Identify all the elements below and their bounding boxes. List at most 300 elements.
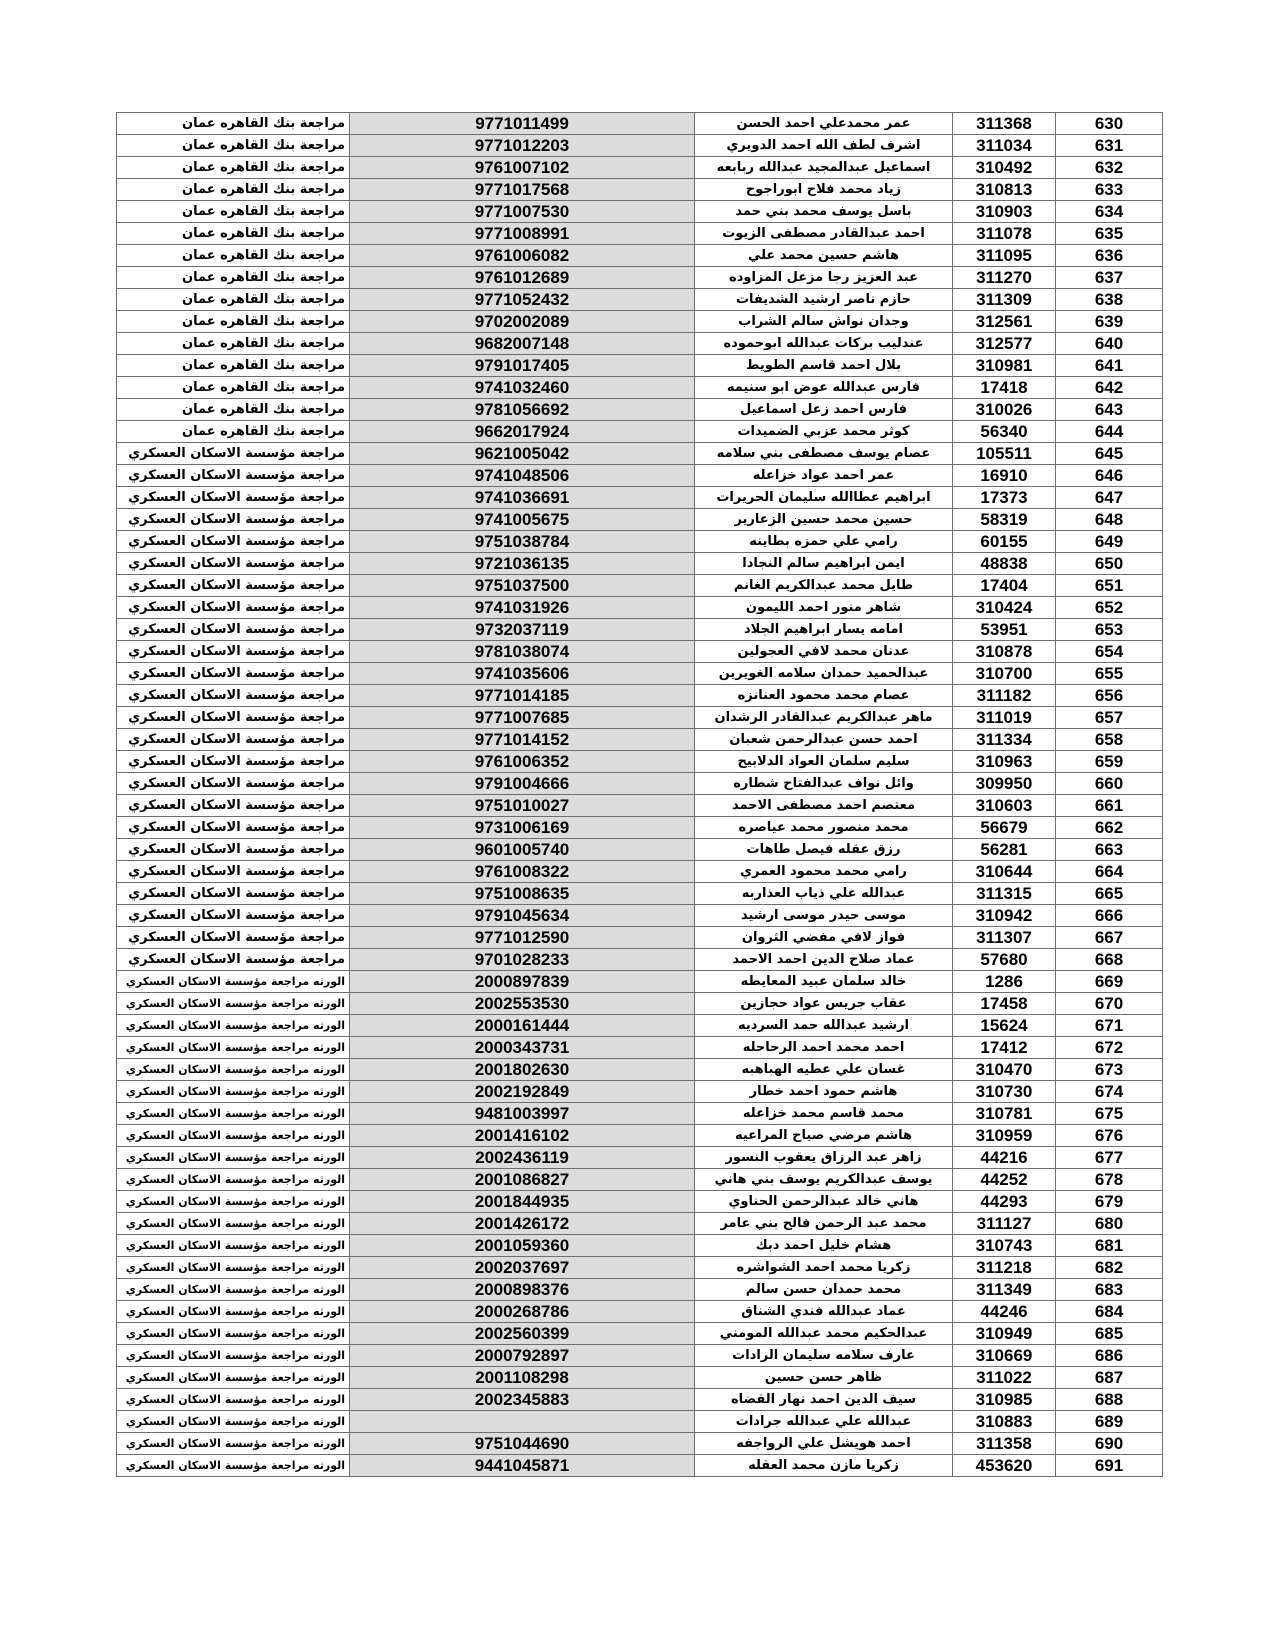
national-number-cell: 2001844935 xyxy=(350,1191,695,1213)
review-note-cell: مراجعة مؤسسة الاسكان العسكري xyxy=(117,795,350,817)
national-number-cell: 9771014152 xyxy=(350,729,695,751)
sequence-number-cell: 673 xyxy=(1056,1059,1163,1081)
full-name-cell: زكريا محمد احمد الشواشره xyxy=(695,1257,953,1279)
sequence-number-cell: 636 xyxy=(1056,245,1163,267)
record-id-cell: 311309 xyxy=(953,289,1056,311)
record-id-cell: 310903 xyxy=(953,201,1056,223)
national-number-cell: 2000343731 xyxy=(350,1037,695,1059)
review-note-cell: الورثه مراجعة مؤسسة الاسكان العسكري xyxy=(117,1125,350,1147)
sequence-number-cell: 669 xyxy=(1056,971,1163,993)
review-note-cell: الورثه مراجعة مؤسسة الاسكان العسكري xyxy=(117,1235,350,1257)
record-id-cell: 60155 xyxy=(953,531,1056,553)
review-note-cell: مراجعة بنك القاهره عمان xyxy=(117,377,350,399)
full-name-cell: ارشيد عبدالله حمد السرديه xyxy=(695,1015,953,1037)
full-name-cell: ظاهر حسن حسين xyxy=(695,1367,953,1389)
review-note-cell: مراجعة مؤسسة الاسكان العسكري xyxy=(117,509,350,531)
table-row xyxy=(117,773,1163,795)
review-note-cell: مراجعة مؤسسة الاسكان العسكري xyxy=(117,839,350,861)
review-note-cell: مراجعة بنك القاهره عمان xyxy=(117,355,350,377)
sequence-number-cell: 644 xyxy=(1056,421,1163,443)
full-name-cell: رزق عقله فيصل طاهات xyxy=(695,839,953,861)
review-note-cell: مراجعة بنك القاهره عمان xyxy=(117,333,350,355)
sequence-number-cell: 640 xyxy=(1056,333,1163,355)
table-row xyxy=(117,729,1163,751)
sequence-number-cell: 663 xyxy=(1056,839,1163,861)
table-row xyxy=(117,157,1163,179)
national-number-cell: 9771052432 xyxy=(350,289,695,311)
record-id-cell: 1286 xyxy=(953,971,1056,993)
record-id-cell: 53951 xyxy=(953,619,1056,641)
table-row xyxy=(117,1389,1163,1411)
table-row xyxy=(117,685,1163,707)
full-name-cell: عندليب بركات عبدالله ابوحموده xyxy=(695,333,953,355)
national-number-cell: 9771007685 xyxy=(350,707,695,729)
full-name-cell: عبدالحكيم محمد عبدالله المومني xyxy=(695,1323,953,1345)
full-name-cell: عبد العزيز رجا مزعل المزاوده xyxy=(695,267,953,289)
review-note-cell: مراجعة مؤسسة الاسكان العسكري xyxy=(117,883,350,905)
sequence-number-cell: 653 xyxy=(1056,619,1163,641)
sequence-number-cell: 668 xyxy=(1056,949,1163,971)
review-note-cell: الورثه مراجعة مؤسسة الاسكان العسكري xyxy=(117,1367,350,1389)
sequence-number-cell: 656 xyxy=(1056,685,1163,707)
record-id-cell: 310942 xyxy=(953,905,1056,927)
table-row xyxy=(117,1323,1163,1345)
full-name-cell: محمد منصور محمد عياصره xyxy=(695,817,953,839)
record-id-cell: 310959 xyxy=(953,1125,1056,1147)
record-id-cell: 311358 xyxy=(953,1433,1056,1455)
sequence-number-cell: 630 xyxy=(1056,113,1163,135)
record-id-cell: 311034 xyxy=(953,135,1056,157)
full-name-cell: هشام خليل احمد دبك xyxy=(695,1235,953,1257)
sequence-number-cell: 647 xyxy=(1056,487,1163,509)
sequence-number-cell: 684 xyxy=(1056,1301,1163,1323)
review-note-cell: مراجعة مؤسسة الاسكان العسكري xyxy=(117,685,350,707)
table-row xyxy=(117,641,1163,663)
table-row xyxy=(117,883,1163,905)
record-id-cell: 310813 xyxy=(953,179,1056,201)
full-name-cell: سيف الدين احمد نهار القضاه xyxy=(695,1389,953,1411)
sequence-number-cell: 690 xyxy=(1056,1433,1163,1455)
national-number-cell: 9662017924 xyxy=(350,421,695,443)
sequence-number-cell: 648 xyxy=(1056,509,1163,531)
table-row xyxy=(117,1147,1163,1169)
sequence-number-cell: 642 xyxy=(1056,377,1163,399)
sequence-number-cell: 664 xyxy=(1056,861,1163,883)
record-id-cell: 17373 xyxy=(953,487,1056,509)
sequence-number-cell: 682 xyxy=(1056,1257,1163,1279)
table-row xyxy=(117,201,1163,223)
national-number-cell: 9741036691 xyxy=(350,487,695,509)
record-id-cell: 311349 xyxy=(953,1279,1056,1301)
table-row xyxy=(117,1411,1163,1433)
sequence-number-cell: 631 xyxy=(1056,135,1163,157)
review-note-cell: مراجعة بنك القاهره عمان xyxy=(117,179,350,201)
table-row xyxy=(117,1015,1163,1037)
table-row xyxy=(117,267,1163,289)
national-number-cell: 9771007530 xyxy=(350,201,695,223)
review-note-cell: الورثه مراجعة مؤسسة الاسكان العسكري xyxy=(117,1059,350,1081)
record-id-cell: 311315 xyxy=(953,883,1056,905)
table-row xyxy=(117,333,1163,355)
record-id-cell: 312577 xyxy=(953,333,1056,355)
table-row xyxy=(117,1191,1163,1213)
sequence-number-cell: 675 xyxy=(1056,1103,1163,1125)
record-id-cell: 311307 xyxy=(953,927,1056,949)
review-note-cell: الورثه مراجعة مؤسسة الاسكان العسكري xyxy=(117,1213,350,1235)
full-name-cell: عصام محمد محمود العنانزه xyxy=(695,685,953,707)
sequence-number-cell: 685 xyxy=(1056,1323,1163,1345)
record-id-cell: 311270 xyxy=(953,267,1056,289)
record-id-cell: 310878 xyxy=(953,641,1056,663)
table-row xyxy=(117,1301,1163,1323)
full-name-cell: عارف سلامه سليمان الرادات xyxy=(695,1345,953,1367)
full-name-cell: هاشم حسين محمد علي xyxy=(695,245,953,267)
national-number-cell: 9702002089 xyxy=(350,311,695,333)
sequence-number-cell: 658 xyxy=(1056,729,1163,751)
full-name-cell: هاشم حمود احمد خطار xyxy=(695,1081,953,1103)
full-name-cell: عماد عبدالله فندي الشناق xyxy=(695,1301,953,1323)
national-number-cell: 2001416102 xyxy=(350,1125,695,1147)
sequence-number-cell: 654 xyxy=(1056,641,1163,663)
sequence-number-cell: 680 xyxy=(1056,1213,1163,1235)
table-row xyxy=(117,377,1163,399)
record-id-cell: 310026 xyxy=(953,399,1056,421)
national-number-cell: 9791004666 xyxy=(350,773,695,795)
national-number-cell: 2000792897 xyxy=(350,1345,695,1367)
national-number-cell: 9751038784 xyxy=(350,531,695,553)
record-id-cell: 310743 xyxy=(953,1235,1056,1257)
record-id-cell: 310700 xyxy=(953,663,1056,685)
review-note-cell: الورثه مراجعة مؤسسة الاسكان العسكري xyxy=(117,1455,350,1477)
review-note-cell: مراجعة مؤسسة الاسكان العسكري xyxy=(117,597,350,619)
table-row xyxy=(117,311,1163,333)
record-id-cell: 310981 xyxy=(953,355,1056,377)
record-id-cell: 58319 xyxy=(953,509,1056,531)
record-id-cell: 15624 xyxy=(953,1015,1056,1037)
full-name-cell: رامي علي حمزه بطاينه xyxy=(695,531,953,553)
review-note-cell: مراجعة بنك القاهره عمان xyxy=(117,267,350,289)
table-row xyxy=(117,553,1163,575)
full-name-cell: هاشم مرضي صياح المراعيه xyxy=(695,1125,953,1147)
national-number-cell: 9741035606 xyxy=(350,663,695,685)
sequence-number-cell: 649 xyxy=(1056,531,1163,553)
full-name-cell: احمد عبدالقادر مصطفى الزيوت xyxy=(695,223,953,245)
sequence-number-cell: 681 xyxy=(1056,1235,1163,1257)
national-number-cell: 9751010027 xyxy=(350,795,695,817)
national-number-cell: 2000161444 xyxy=(350,1015,695,1037)
review-note-cell: مراجعة بنك القاهره عمان xyxy=(117,157,350,179)
table-row xyxy=(117,839,1163,861)
review-note-cell: مراجعة مؤسسة الاسكان العسكري xyxy=(117,487,350,509)
record-id-cell: 311334 xyxy=(953,729,1056,751)
full-name-cell: كوثر محمد عزبي الضميدات xyxy=(695,421,953,443)
record-id-cell: 311019 xyxy=(953,707,1056,729)
table-row xyxy=(117,905,1163,927)
national-number-cell: 2001108298 xyxy=(350,1367,695,1389)
record-id-cell: 311078 xyxy=(953,223,1056,245)
full-name-cell: ابراهيم عطاالله سليمان الحريرات xyxy=(695,487,953,509)
table-row xyxy=(117,1081,1163,1103)
review-note-cell: الورثه مراجعة مؤسسة الاسكان العسكري xyxy=(117,1081,350,1103)
table-row xyxy=(117,751,1163,773)
review-note-cell: مراجعة مؤسسة الاسكان العسكري xyxy=(117,641,350,663)
review-note-cell: الورثه مراجعة مؤسسة الاسكان العسكري xyxy=(117,1433,350,1455)
sequence-number-cell: 660 xyxy=(1056,773,1163,795)
full-name-cell: طايل محمد عبدالكريم الغانم xyxy=(695,575,953,597)
review-note-cell: مراجعة مؤسسة الاسكان العسكري xyxy=(117,905,350,927)
review-note-cell: الورثه مراجعة مؤسسة الاسكان العسكري xyxy=(117,1279,350,1301)
review-note-cell: مراجعة بنك القاهره عمان xyxy=(117,245,350,267)
table-row xyxy=(117,817,1163,839)
sequence-number-cell: 691 xyxy=(1056,1455,1163,1477)
review-note-cell: مراجعة مؤسسة الاسكان العسكري xyxy=(117,949,350,971)
record-id-cell: 311022 xyxy=(953,1367,1056,1389)
record-id-cell: 17458 xyxy=(953,993,1056,1015)
records-table-body xyxy=(117,113,1163,1477)
table-row xyxy=(117,663,1163,685)
national-number-cell: 9732037119 xyxy=(350,619,695,641)
national-number-cell: 2000898376 xyxy=(350,1279,695,1301)
review-note-cell: الورثه مراجعة مؤسسة الاسكان العسكري xyxy=(117,971,350,993)
record-id-cell: 310492 xyxy=(953,157,1056,179)
review-note-cell: مراجعة مؤسسة الاسكان العسكري xyxy=(117,465,350,487)
review-note-cell: مراجعة بنك القاهره عمان xyxy=(117,113,350,135)
table-row xyxy=(117,1257,1163,1279)
full-name-cell: حسين محمد حسين الزعارير xyxy=(695,509,953,531)
full-name-cell: اسماعيل عبدالمجيد عبدالله ربابعه xyxy=(695,157,953,179)
national-number-cell: 2000268786 xyxy=(350,1301,695,1323)
national-number-cell: 9781038074 xyxy=(350,641,695,663)
sequence-number-cell: 672 xyxy=(1056,1037,1163,1059)
sequence-number-cell: 666 xyxy=(1056,905,1163,927)
national-number-cell xyxy=(350,1411,695,1433)
review-note-cell: الورثه مراجعة مؤسسة الاسكان العسكري xyxy=(117,1037,350,1059)
record-id-cell: 310730 xyxy=(953,1081,1056,1103)
table-row xyxy=(117,1103,1163,1125)
review-note-cell: الورثه مراجعة مؤسسة الاسكان العسكري xyxy=(117,1411,350,1433)
full-name-cell: ايمن ابراهيم سالم النجادا xyxy=(695,553,953,575)
full-name-cell: سليم سلمان العواد الدلابيح xyxy=(695,751,953,773)
full-name-cell: محمد حمدان حسن سالم xyxy=(695,1279,953,1301)
national-number-cell: 9621005042 xyxy=(350,443,695,465)
full-name-cell: عمر محمدعلي احمد الحسن xyxy=(695,113,953,135)
national-number-cell: 9741032460 xyxy=(350,377,695,399)
full-name-cell: رامي محمد محمود العمري xyxy=(695,861,953,883)
table-row xyxy=(117,993,1163,1015)
review-note-cell: مراجعة بنك القاهره عمان xyxy=(117,289,350,311)
review-note-cell: الورثه مراجعة مؤسسة الاسكان العسكري xyxy=(117,1103,350,1125)
full-name-cell: زياد محمد فلاح ابوراجوح xyxy=(695,179,953,201)
sequence-number-cell: 643 xyxy=(1056,399,1163,421)
full-name-cell: زكريا مازن محمد العقله xyxy=(695,1455,953,1477)
record-id-cell: 44293 xyxy=(953,1191,1056,1213)
national-number-cell: 9682007148 xyxy=(350,333,695,355)
full-name-cell: معتصم احمد مصطفى الاحمد xyxy=(695,795,953,817)
national-number-cell: 2002436119 xyxy=(350,1147,695,1169)
full-name-cell: غسان علي عطيه الهباهبه xyxy=(695,1059,953,1081)
national-number-cell: 2002037697 xyxy=(350,1257,695,1279)
national-number-cell: 2001802630 xyxy=(350,1059,695,1081)
sequence-number-cell: 686 xyxy=(1056,1345,1163,1367)
review-note-cell: مراجعة بنك القاهره عمان xyxy=(117,135,350,157)
record-id-cell: 57680 xyxy=(953,949,1056,971)
table-row xyxy=(117,179,1163,201)
record-id-cell: 48838 xyxy=(953,553,1056,575)
table-row xyxy=(117,289,1163,311)
sequence-number-cell: 637 xyxy=(1056,267,1163,289)
sequence-number-cell: 634 xyxy=(1056,201,1163,223)
full-name-cell: زاهر عبد الرزاق يعقوب النسور xyxy=(695,1147,953,1169)
review-note-cell: مراجعة مؤسسة الاسكان العسكري xyxy=(117,663,350,685)
full-name-cell: اشرف لطف الله احمد الدويري xyxy=(695,135,953,157)
full-name-cell: احمد حسن عبدالرحمن شعبان xyxy=(695,729,953,751)
table-row xyxy=(117,619,1163,641)
full-name-cell: خالد سلمان عبيد المعايطه xyxy=(695,971,953,993)
record-id-cell: 17412 xyxy=(953,1037,1056,1059)
record-id-cell: 310470 xyxy=(953,1059,1056,1081)
table-row xyxy=(117,1213,1163,1235)
sequence-number-cell: 639 xyxy=(1056,311,1163,333)
review-note-cell: مراجعة بنك القاهره عمان xyxy=(117,223,350,245)
full-name-cell: عبدالحميد حمدان سلامه الغويرين xyxy=(695,663,953,685)
sequence-number-cell: 657 xyxy=(1056,707,1163,729)
national-number-cell: 9761006352 xyxy=(350,751,695,773)
sequence-number-cell: 659 xyxy=(1056,751,1163,773)
review-note-cell: الورثه مراجعة مؤسسة الاسكان العسكري xyxy=(117,1015,350,1037)
national-number-cell: 9761008322 xyxy=(350,861,695,883)
full-name-cell: بلال احمد قاسم الطويط xyxy=(695,355,953,377)
review-note-cell: مراجعة بنك القاهره عمان xyxy=(117,201,350,223)
national-number-cell: 9741005675 xyxy=(350,509,695,531)
sequence-number-cell: 665 xyxy=(1056,883,1163,905)
sequence-number-cell: 651 xyxy=(1056,575,1163,597)
full-name-cell: امامه يسار ابراهيم الجلاد xyxy=(695,619,953,641)
table-row xyxy=(117,1367,1163,1389)
sequence-number-cell: 645 xyxy=(1056,443,1163,465)
national-number-cell: 9791017405 xyxy=(350,355,695,377)
record-id-cell: 310603 xyxy=(953,795,1056,817)
full-name-cell: موسى حيدر موسى ارشيد xyxy=(695,905,953,927)
full-name-cell: محمد عبد الرحمن فالح بني عامر xyxy=(695,1213,953,1235)
review-note-cell: مراجعة مؤسسة الاسكان العسكري xyxy=(117,773,350,795)
review-note-cell: مراجعة مؤسسة الاسكان العسكري xyxy=(117,751,350,773)
sequence-number-cell: 635 xyxy=(1056,223,1163,245)
full-name-cell: فارس عبدالله عوض ابو سنيمه xyxy=(695,377,953,399)
record-id-cell: 44252 xyxy=(953,1169,1056,1191)
full-name-cell: عقاب جريس عواد حجازين xyxy=(695,993,953,1015)
sequence-number-cell: 667 xyxy=(1056,927,1163,949)
national-number-cell: 9741031926 xyxy=(350,597,695,619)
review-note-cell: الورثه مراجعة مؤسسة الاسكان العسكري xyxy=(117,1169,350,1191)
table-row xyxy=(117,1037,1163,1059)
record-id-cell: 16910 xyxy=(953,465,1056,487)
table-row xyxy=(117,245,1163,267)
national-number-cell: 9751037500 xyxy=(350,575,695,597)
records-table xyxy=(116,112,1163,1477)
record-id-cell: 44216 xyxy=(953,1147,1056,1169)
review-note-cell: مراجعة مؤسسة الاسكان العسكري xyxy=(117,817,350,839)
national-number-cell: 2002553530 xyxy=(350,993,695,1015)
table-row xyxy=(117,1279,1163,1301)
sequence-number-cell: 662 xyxy=(1056,817,1163,839)
national-number-cell: 9701028233 xyxy=(350,949,695,971)
table-row xyxy=(117,1059,1163,1081)
review-note-cell: مراجعة مؤسسة الاسكان العسكري xyxy=(117,707,350,729)
record-id-cell: 311095 xyxy=(953,245,1056,267)
record-id-cell: 312561 xyxy=(953,311,1056,333)
sequence-number-cell: 670 xyxy=(1056,993,1163,1015)
full-name-cell: محمد قاسم محمد خزاعله xyxy=(695,1103,953,1125)
table-row xyxy=(117,135,1163,157)
table-row xyxy=(117,707,1163,729)
sequence-number-cell: 687 xyxy=(1056,1367,1163,1389)
full-name-cell: شاهر منور احمد الليمون xyxy=(695,597,953,619)
national-number-cell: 9761012689 xyxy=(350,267,695,289)
review-note-cell: مراجعة بنك القاهره عمان xyxy=(117,311,350,333)
full-name-cell: فارس احمد زعل اسماعيل xyxy=(695,399,953,421)
table-row xyxy=(117,927,1163,949)
review-note-cell: الورثه مراجعة مؤسسة الاسكان العسكري xyxy=(117,1345,350,1367)
review-note-cell: الورثه مراجعة مؤسسة الاسكان العسكري xyxy=(117,1301,350,1323)
national-number-cell: 2001086827 xyxy=(350,1169,695,1191)
record-id-cell: 311368 xyxy=(953,113,1056,135)
review-note-cell: الورثه مراجعة مؤسسة الاسكان العسكري xyxy=(117,1389,350,1411)
full-name-cell: عدنان محمد لافي العجولين xyxy=(695,641,953,663)
full-name-cell: عصام يوسف مصطفى بني سلامه xyxy=(695,443,953,465)
national-number-cell: 2000897839 xyxy=(350,971,695,993)
review-note-cell: مراجعة مؤسسة الاسكان العسكري xyxy=(117,861,350,883)
table-row xyxy=(117,597,1163,619)
national-number-cell: 9601005740 xyxy=(350,839,695,861)
table-row xyxy=(117,355,1163,377)
national-number-cell: 9751008635 xyxy=(350,883,695,905)
record-id-cell: 310963 xyxy=(953,751,1056,773)
national-number-cell: 9771014185 xyxy=(350,685,695,707)
review-note-cell: مراجعة مؤسسة الاسكان العسكري xyxy=(117,553,350,575)
record-id-cell: 17404 xyxy=(953,575,1056,597)
record-id-cell: 56281 xyxy=(953,839,1056,861)
national-number-cell: 9751044690 xyxy=(350,1433,695,1455)
table-row xyxy=(117,1169,1163,1191)
record-id-cell: 310781 xyxy=(953,1103,1056,1125)
full-name-cell: باسل يوسف محمد بني حمد xyxy=(695,201,953,223)
national-number-cell: 9771011499 xyxy=(350,113,695,135)
review-note-cell: الورثه مراجعة مؤسسة الاسكان العسكري xyxy=(117,993,350,1015)
sequence-number-cell: 677 xyxy=(1056,1147,1163,1169)
record-id-cell: 17418 xyxy=(953,377,1056,399)
review-note-cell: الورثه مراجعة مؤسسة الاسكان العسكري xyxy=(117,1191,350,1213)
review-note-cell: مراجعة مؤسسة الاسكان العسكري xyxy=(117,575,350,597)
table-row xyxy=(117,465,1163,487)
full-name-cell: فواز لافي مفضي الثروان xyxy=(695,927,953,949)
review-note-cell: الورثه مراجعة مؤسسة الاسكان العسكري xyxy=(117,1323,350,1345)
full-name-cell: احمد محمد احمد الرحاحله xyxy=(695,1037,953,1059)
table-row xyxy=(117,795,1163,817)
record-id-cell: 311218 xyxy=(953,1257,1056,1279)
table-row xyxy=(117,531,1163,553)
table-row xyxy=(117,443,1163,465)
national-number-cell: 2002345883 xyxy=(350,1389,695,1411)
table-row xyxy=(117,575,1163,597)
review-note-cell: مراجعة بنك القاهره عمان xyxy=(117,399,350,421)
table-row xyxy=(117,949,1163,971)
table-row xyxy=(117,421,1163,443)
national-number-cell: 9771012590 xyxy=(350,927,695,949)
sequence-number-cell: 632 xyxy=(1056,157,1163,179)
table-row xyxy=(117,1235,1163,1257)
full-name-cell: احمد هويشل علي الرواجفه xyxy=(695,1433,953,1455)
review-note-cell: الورثه مراجعة مؤسسة الاسكان العسكري xyxy=(117,1147,350,1169)
